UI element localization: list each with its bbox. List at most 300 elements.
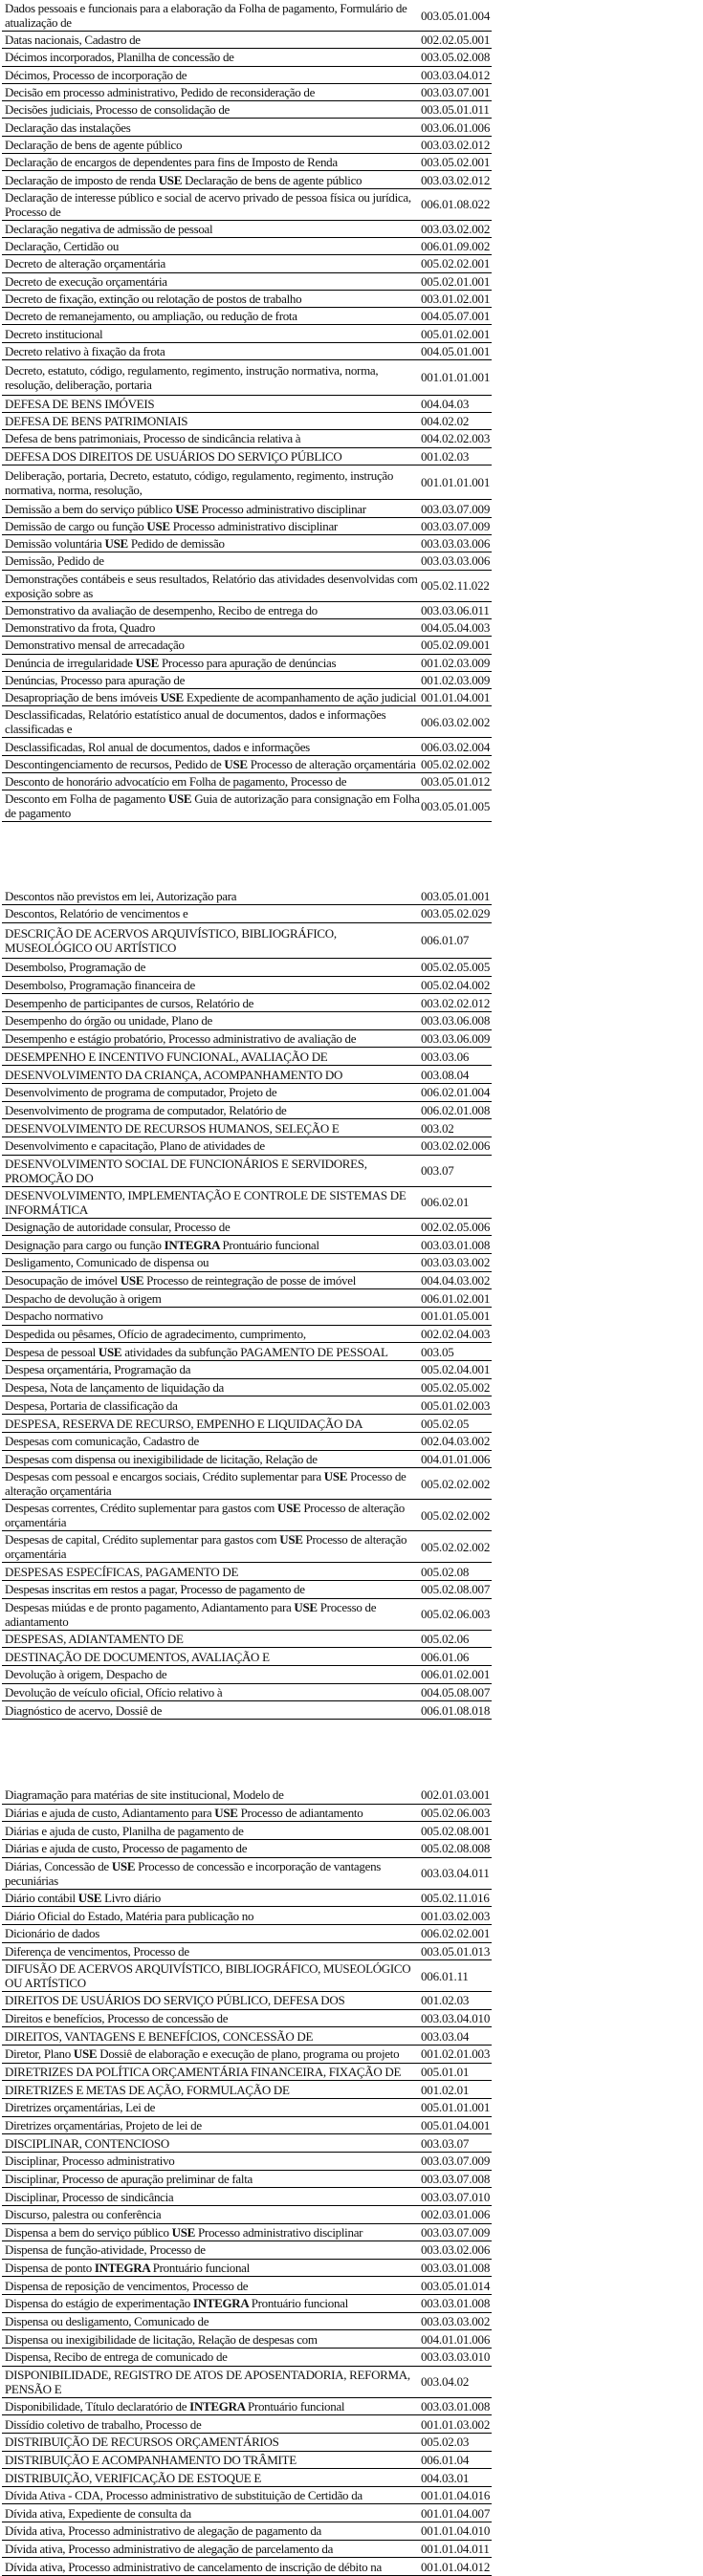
table-row	[2, 959, 492, 977]
term-text: Declaração de bens de agente público	[185, 172, 362, 187]
classification-code: 003.03.06	[421, 1049, 470, 1064]
classification-code: 004.05.07.001	[421, 309, 491, 324]
term-text: Processo de alteração orçamentária	[250, 756, 416, 771]
table-row	[2, 1925, 492, 1943]
table-row	[2, 1272, 492, 1290]
table-row	[2, 1379, 492, 1397]
term-text: Denúncia de irregularidade	[5, 655, 133, 670]
classification-code: 006.01.08.022	[421, 197, 491, 212]
classification-code: 002.02.04.003	[421, 1327, 491, 1342]
term-text: Designação de autoridade consular, Processo de	[5, 1219, 231, 1234]
classification-code: 003.05.01.014	[421, 2278, 491, 2293]
term-text: DESPESA, RESERVA DE RECURSO, EMPENHO E LIQUIDAÇÃO DA	[5, 1416, 363, 1431]
classification-code: 005.01.02.003	[421, 1397, 491, 1413]
term-text: Disciplinar, Processo de sindicância	[5, 2189, 174, 2204]
term-text: DEFESA DE BENS PATRIMONIAIS	[5, 414, 188, 429]
index-term	[2, 1823, 421, 1839]
index-term	[2, 905, 421, 921]
table-row	[2, 2064, 492, 2082]
classification-code: 006.01.02.001	[421, 1290, 491, 1306]
term-text: Despacho normativo	[5, 1309, 103, 1324]
cross-reference-keyword: USE	[291, 1599, 320, 1614]
term-text: Prontuário funcional	[251, 2296, 348, 2311]
table-row	[2, 1308, 492, 1326]
table-row	[2, 1858, 492, 1890]
table-row	[2, 396, 492, 413]
term-text: Despesas com comunicação, Cadastro de	[5, 1434, 199, 1449]
table-row	[2, 2367, 492, 2398]
classification-code: 001.02.03.009	[421, 655, 491, 670]
table-row	[2, 1119, 492, 1137]
index-term	[2, 2452, 421, 2468]
term-text: Processo de alteração orçamentária	[5, 1469, 406, 1499]
index-term	[2, 238, 421, 254]
index-term	[2, 2099, 421, 2115]
index-term	[2, 448, 421, 465]
term-text: Despesa de pessoal	[5, 1344, 96, 1359]
term-text: Demissão, Pedido de	[5, 553, 104, 569]
index-term	[2, 2224, 421, 2240]
term-text: DESEMPENHO E INCENTIVO FUNCIONAL, AVALIAÇÃO DE	[5, 1049, 328, 1064]
index-term	[2, 137, 421, 153]
classification-code: 001.02.01	[421, 2082, 470, 2097]
index-term	[2, 0, 421, 31]
index-term	[2, 2028, 421, 2045]
term-text: Decreto institucional	[5, 326, 103, 341]
term-text: Decreto de fixação, extinção ou relotação de postos de trabalho	[5, 292, 302, 306]
classification-code: 003.03.07	[421, 2135, 470, 2151]
term-text: Demonstrações contábeis e seus resultados, Relatório das atividades desenvolvidas com exposição sobre as	[5, 571, 418, 600]
index-term	[2, 2522, 421, 2539]
index-term	[2, 1326, 421, 1342]
term-text: Diárias, Concessão de	[5, 1858, 109, 1873]
index-term	[2, 189, 421, 220]
table-row	[2, 360, 492, 396]
index-term	[2, 2434, 421, 2450]
index-term	[2, 706, 421, 737]
table-row	[2, 977, 492, 995]
table-row	[2, 1822, 492, 1840]
classification-code: 001.03.02.003	[421, 1908, 491, 1923]
term-text: Desempenho e estágio probatório, Processo administrativo de avaliação de	[5, 1031, 357, 1047]
table-row	[2, 2153, 492, 2171]
term-text: DESENVOLVIMENTO DE RECURSOS HUMANOS, SELEÇÃO E	[5, 1120, 340, 1136]
term-text: DISTRIBUIÇÃO DE RECURSOS ORÇAMENTÁRIOS	[5, 2435, 279, 2450]
term-text: Dívida ativa, Processo administrativo de alegação de pagamento da	[5, 2523, 322, 2539]
index-term	[2, 1012, 421, 1028]
cross-reference-keyword: USE	[157, 690, 187, 705]
term-text: Declaração de interesse público e social de acervo privado de pessoa física ou jurídica, Processo de	[5, 189, 411, 219]
index-term	[2, 308, 421, 324]
table-row	[2, 2434, 492, 2452]
classification-code: 003.06.01.006	[421, 119, 491, 135]
classification-code: 005.01.02.001	[421, 326, 491, 341]
classification-code: 005.01.04.001	[421, 2117, 491, 2132]
table-row	[2, 308, 492, 325]
classification-code: 006.02.01.004	[421, 1085, 491, 1100]
index-term	[2, 1786, 421, 1803]
cross-reference-keyword: INTEGRA	[187, 2398, 248, 2414]
term-text: Despesa, Nota de lançamento de liquidação da	[5, 1380, 225, 1396]
term-text: Dispensa, Recibo de entrega de comunicado de	[5, 2349, 228, 2365]
index-term	[2, 1702, 421, 1719]
classification-code: 004.05.08.007	[421, 1685, 491, 1700]
term-text: Datas nacionais, Cadastro de	[5, 32, 141, 48]
index-term	[2, 49, 421, 65]
classification-code: 003.02	[421, 1120, 454, 1136]
classification-code: 003.04.02	[421, 2374, 470, 2390]
term-text: Decreto de alteração orçamentária	[5, 256, 166, 271]
term-text: Dissídio coletivo de trabalho, Processo de	[5, 2416, 202, 2432]
index-term	[2, 1344, 421, 1360]
term-text: DISTRIBUIÇÃO, VERIFICAÇÃO DE ESTOQUE E	[5, 2470, 261, 2485]
term-text: Decreto de execução orçamentária	[5, 273, 167, 289]
term-text: DISCIPLINAR, CONTENCIOSO	[5, 2135, 169, 2151]
term-text: Dispensa de função-atividade, Processo de	[5, 2242, 206, 2258]
table-row	[2, 1943, 492, 1961]
index-term	[2, 2153, 421, 2169]
classification-code: 006.02.01.008	[421, 1102, 491, 1117]
index-term	[2, 1361, 421, 1377]
index-term	[2, 1102, 421, 1118]
index-term	[2, 739, 421, 755]
table-row	[2, 672, 492, 689]
classification-code: 003.03.03.002	[421, 2314, 491, 2329]
table-row	[2, 619, 492, 637]
index-term	[2, 362, 421, 393]
index-term	[2, 326, 421, 342]
index-term	[2, 67, 421, 83]
table-row	[2, 923, 492, 959]
term-text: Descontingenciamento de recursos, Pedido de	[5, 756, 222, 771]
term-text: Dicionário de dados	[5, 1926, 99, 1941]
table-row	[2, 2134, 492, 2153]
term-text: Dispensa ou inexigibilidade de licitação, Relação de despesas com	[5, 2331, 318, 2347]
table-row	[2, 1840, 492, 1858]
classification-code: 003.08.04	[421, 1067, 470, 1082]
term-text: Desenvolvimento e capacitação, Plano de atividades de	[5, 1138, 265, 1154]
index-term	[2, 571, 421, 601]
index-term	[2, 2278, 421, 2294]
table-row	[2, 325, 492, 342]
term-text: Guia de autorização para consignação em Folha de pagamento	[5, 791, 420, 821]
index-term	[2, 888, 421, 904]
term-text: DIRETRIZES DA POLÍTICA ORÇAMENTÁRIA FINANCEIRA, FIXAÇÃO DE	[5, 2065, 402, 2080]
index-term	[2, 2541, 421, 2557]
index-table-1	[2, 0, 492, 822]
term-text: Diárias e ajuda de custo, Processo de pagamento de	[5, 1841, 248, 1856]
table-row	[2, 773, 492, 790]
index-term	[2, 1684, 421, 1700]
classification-code: 001.01.04.001	[421, 690, 491, 705]
classification-code: 005.02.05.002	[421, 1380, 491, 1396]
cross-reference-keyword: INTEGRA	[161, 1237, 223, 1252]
term-text: Dispensa a bem do serviço público	[5, 2224, 169, 2240]
term-text: Processo de alteração orçamentária	[5, 1501, 405, 1530]
table-row	[2, 2522, 492, 2541]
cross-reference-keyword: USE	[101, 536, 131, 552]
classification-code: 003.05.01.001	[421, 888, 491, 903]
classification-code: 005.02.02.002	[421, 1539, 491, 1554]
term-text: Declaração das instalações	[5, 119, 131, 135]
table-row	[2, 1187, 492, 1219]
classification-code: 002.04.03.002	[421, 1434, 491, 1449]
table-row	[2, 571, 492, 602]
term-text: Declaração de encargos de dependentes para fins de Imposto de Renda	[5, 155, 338, 170]
index-term	[2, 655, 421, 671]
classification-code: 004.05.01.001	[421, 343, 491, 358]
index-term	[2, 1451, 421, 1467]
index-table-2	[2, 887, 492, 1720]
term-text: Demonstrativo da avaliação de desempenho, Recibo de entrega do	[5, 602, 318, 617]
term-text: Defesa de bens patrimoniais, Processo de sindicância relativa à	[5, 431, 301, 446]
term-text: Diretrizes orçamentárias, Lei de	[5, 2100, 156, 2115]
table-row	[2, 738, 492, 755]
classification-code: 003.05.01.011	[421, 102, 490, 118]
table-row	[2, 1396, 492, 1415]
term-text: Processo de adiantamento	[240, 1806, 363, 1820]
cross-reference-keyword: INTEGRA	[91, 2261, 153, 2276]
classification-code: 006.01.06	[421, 1649, 470, 1664]
classification-code: 005.02.08.001	[421, 1823, 491, 1838]
term-text: Designação para cargo ou função	[5, 1237, 162, 1252]
cross-reference-keyword: INTEGRA	[189, 2296, 252, 2311]
table-row	[2, 448, 492, 465]
table-row	[2, 2487, 492, 2505]
term-text: Disponibilidade, Título declaratório de	[5, 2398, 187, 2414]
classification-code: 003.02.02.012	[421, 995, 491, 1010]
classification-code: 003.05.02.029	[421, 906, 491, 921]
term-text: Diário Oficial do Estado, Matéria para publicação no	[5, 1908, 254, 1923]
classification-code: 003.05	[421, 1344, 454, 1359]
classification-code: 005.02.06	[421, 1631, 470, 1646]
table-row	[2, 1289, 492, 1308]
table-row	[2, 2206, 492, 2224]
cross-reference-keyword: USE	[155, 172, 186, 187]
table-row	[2, 2398, 492, 2416]
term-text: Processo administrativo disciplinar	[201, 501, 366, 516]
term-text: Diárias e ajuda de custo, Planilha de pagamento de	[5, 1823, 244, 1838]
classification-code: 001.02.03	[421, 448, 470, 464]
term-text: Desligamento, Comunicado de dispensa ou	[5, 1255, 209, 1270]
term-text: Declaração de bens de agente público	[5, 137, 183, 152]
table-row	[2, 2171, 492, 2189]
index-term	[2, 2010, 421, 2026]
index-term	[2, 1030, 421, 1047]
index-term	[2, 1049, 421, 1065]
index-term	[2, 689, 421, 705]
table-row	[2, 1415, 492, 1433]
index-term	[2, 2559, 421, 2575]
index-term	[2, 2470, 421, 2486]
term-text: Despesas miúdas e de pronto pagamento, Adiantamento para	[5, 1599, 292, 1614]
index-term	[2, 154, 421, 170]
table-row	[2, 1890, 492, 1908]
index-term	[2, 2313, 421, 2329]
classification-code: 006.01.09.002	[421, 239, 491, 254]
classification-code: 005.02.08.007	[421, 1582, 491, 1597]
table-row	[2, 1361, 492, 1379]
index-term	[2, 1416, 421, 1432]
index-term	[2, 2487, 421, 2503]
term-text: DESTINAÇÃO DE DOCUMENTOS, AVALIAÇÃO E	[5, 1649, 270, 1664]
classification-code: 005.02.03	[421, 2435, 470, 2450]
table-row	[2, 84, 492, 101]
classification-code: 006.02.01	[421, 1195, 470, 1210]
classification-code: 002.01.03.001	[421, 1787, 491, 1803]
table-row	[2, 2558, 492, 2576]
term-text: Desembolso, Programação financeira de	[5, 978, 195, 993]
table-row	[2, 273, 492, 291]
index-term	[2, 1237, 421, 1253]
cross-reference-keyword: USE	[172, 501, 202, 516]
index-term	[2, 1599, 421, 1630]
index-term	[2, 995, 421, 1011]
index-term	[2, 1187, 421, 1218]
table-row	[2, 255, 492, 272]
term-text: Dados pessoais e funcionais para a elaboração da Folha de pagamento, Formulário de atualização de	[5, 1, 407, 30]
term-text: Despesas correntes, Crédito suplementar para gastos com	[5, 1501, 275, 1516]
term-text: Disciplinar, Processo de apuração preliminar de falta	[5, 2171, 253, 2186]
table-row	[2, 2415, 492, 2434]
cross-reference-keyword: USE	[165, 791, 195, 807]
term-text: Despesas inscritas em restos a pagar, Processo de pagamento de	[5, 1582, 305, 1597]
term-text: Decisões judiciais, Processo de consolidação de	[5, 102, 230, 118]
table-row	[2, 500, 492, 517]
classification-code: 003.03.07.009	[421, 518, 491, 533]
term-text: Dívida Ativa - CDA, Processo administrativo de substituição de Certidão da	[5, 2488, 362, 2503]
term-text: Processo de alteração orçamentária	[5, 1532, 407, 1562]
table-row	[2, 1326, 492, 1344]
classification-code: 006.01.02.001	[421, 1667, 491, 1682]
index-term	[2, 1858, 421, 1889]
index-term	[2, 535, 421, 552]
classification-code: 003.03.07.009	[421, 2224, 491, 2240]
table-row	[2, 0, 492, 32]
index-term	[2, 32, 421, 48]
index-term	[2, 637, 421, 653]
cross-reference-keyword: USE	[95, 1344, 125, 1359]
term-text: Denúncias, Processo para apuração de	[5, 672, 186, 687]
classification-code: 005.02.05	[421, 1416, 470, 1431]
term-text: Processo administrativo disciplinar	[172, 518, 338, 533]
table-row	[2, 101, 492, 119]
classification-code: 002.02.05.001	[421, 32, 491, 48]
index-term	[2, 2082, 421, 2098]
index-term	[2, 790, 421, 821]
table-row	[2, 1666, 492, 1684]
classification-code: 006.01.07	[421, 933, 470, 948]
classification-code: 003.03.01.008	[421, 2296, 491, 2311]
classification-code: 005.02.04.001	[421, 1362, 491, 1377]
table-row	[2, 221, 492, 238]
classification-code: 006.02.02.001	[421, 1926, 491, 1941]
table-row	[2, 189, 492, 221]
table-row	[2, 1236, 492, 1254]
table-row	[2, 137, 492, 154]
table-row	[2, 2081, 492, 2099]
table-row	[2, 2046, 492, 2064]
classification-code: 006.03.02.004	[421, 739, 491, 754]
term-text: Desempenho de participantes de cursos, Relatório de	[5, 995, 254, 1010]
term-text: Processo para apuração de denúncias	[161, 655, 337, 670]
index-term	[2, 2241, 421, 2258]
index-term	[2, 1379, 421, 1396]
index-term	[2, 343, 421, 359]
table-row	[2, 2469, 492, 2487]
classification-code: 003.03.06.009	[421, 1031, 491, 1047]
table-row	[2, 1599, 492, 1631]
index-term	[2, 672, 421, 688]
term-text: Descontos não previstos em lei, Autorização para	[5, 888, 237, 903]
index-term	[2, 2367, 421, 2397]
index-term	[2, 1840, 421, 1856]
term-text: DESENVOLVIMENTO SOCIAL DE FUNCIONÁRIOS E SERVIDORES, PROMOÇÃO DO	[5, 1156, 367, 1185]
table-row	[2, 655, 492, 672]
classification-code: 001.01.03.002	[421, 2416, 491, 2432]
index-term	[2, 2416, 421, 2433]
index-term	[2, 1254, 421, 1270]
classification-code: 001.01.05.001	[421, 1309, 491, 1324]
classification-code: 003.01.02.001	[421, 292, 491, 306]
classification-code: 001.02.01.003	[421, 2046, 491, 2062]
index-term	[2, 119, 421, 136]
index-term	[2, 1805, 421, 1821]
index-term	[2, 1960, 421, 1991]
table-row	[2, 905, 492, 923]
term-text: Diagnóstico de acervo, Dossiê de	[5, 1702, 163, 1718]
table-row	[2, 67, 492, 84]
term-text: Deliberação, portaria, Decreto, estatuto, código, regulamento, regimento, instrução normativa, norma, resolução,	[5, 467, 394, 497]
index-term	[2, 2189, 421, 2205]
index-term	[2, 1925, 421, 1941]
classification-code: 003.03.04.010	[421, 2011, 491, 2026]
term-text: Processo administrativo disciplinar	[198, 2224, 363, 2240]
term-text: Desconto de honorário advocatício em Folha de pagamento, Processo de	[5, 774, 347, 790]
term-text: Despesas com dispensa ou inexigibilidade de licitação, Relação de	[5, 1451, 318, 1466]
term-text: Devolução à origem, Despacho de	[5, 1667, 167, 1682]
classification-code: 003.05.02.001	[421, 155, 491, 170]
classification-code: 003.03.01.008	[421, 1237, 491, 1252]
term-text: DIREITOS, VANTAGENS E BENEFÍCIOS, CONCESSÃO DE	[5, 2028, 314, 2044]
term-text: Desclassificadas, Rol anual de documentos, dados e informações	[5, 739, 310, 754]
classification-code: 002.03.01.006	[421, 2207, 491, 2222]
term-text: Diretor, Plano	[5, 2046, 71, 2062]
term-text: DISTRIBUIÇÃO E ACOMPANHAMENTO DO TRÂMITE	[5, 2452, 297, 2467]
classification-code: 003.03.07.009	[421, 501, 491, 516]
term-text: Desembolso, Programação de	[5, 960, 146, 975]
term-text: Demonstrativo mensal de arrecadação	[5, 638, 185, 653]
term-text: Despesa, Portaria de classificação da	[5, 1397, 178, 1413]
classification-code: 003.03.07.009	[421, 2154, 491, 2169]
classification-code: 003.03.01.008	[421, 2261, 491, 2276]
term-text: Dispensa de reposição de vencimentos, Processo de	[5, 2278, 249, 2293]
index-term	[2, 959, 421, 975]
table-row	[2, 1137, 492, 1156]
index-term	[2, 1890, 421, 1906]
cross-reference-keyword: USE	[168, 2224, 198, 2240]
classification-code: 005.02.01.001	[421, 273, 491, 289]
table-row	[2, 49, 492, 66]
term-text: Desclassificadas, Relatório estatístico anual de documentos, dados e informações classificadas e	[5, 707, 386, 737]
term-text: Dispensa de ponto	[5, 2261, 92, 2276]
table-row	[2, 887, 492, 905]
table-row	[2, 1581, 492, 1599]
classification-code: 001.02.03.009	[421, 672, 491, 687]
table-row	[2, 2313, 492, 2331]
table-row	[2, 1156, 492, 1187]
index-term	[2, 1992, 421, 2008]
